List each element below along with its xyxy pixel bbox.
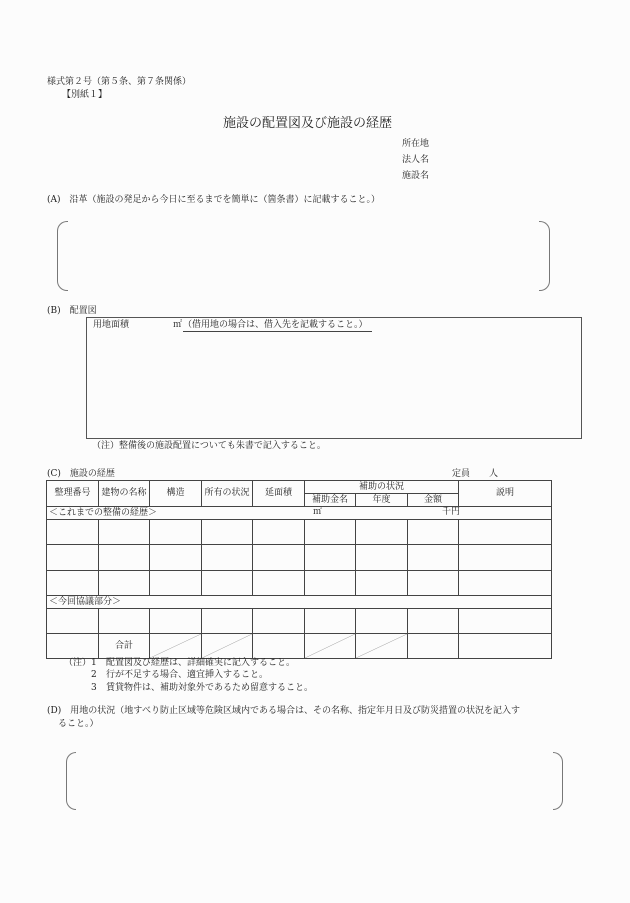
land-status-input-area[interactable] [66, 752, 563, 808]
left-bracket [57, 221, 68, 291]
col-header-number: 整理番号 [47, 481, 99, 507]
area-unit: ㎡ [313, 507, 323, 517]
section-a-label: (A) 沿革（施設の発足から今日に至るまでを簡単に（箇条書）に記載すること。） [47, 195, 381, 205]
history-input-area[interactable] [57, 221, 550, 289]
disabled-cell [305, 634, 356, 659]
cell[interactable] [47, 609, 99, 634]
diagonal-slash-icon [150, 634, 201, 658]
section-d-label-cont: ること。） [58, 719, 99, 729]
capacity-label: 定員 [452, 469, 471, 479]
col-header-year: 年度 [356, 494, 408, 507]
section-current-label: ＜今回協議部分＞ [49, 596, 122, 607]
note-text-3: 賃貸物件は、補助対象外であるため留意すること。 [106, 683, 314, 693]
disabled-cell [202, 634, 253, 659]
cell[interactable] [408, 520, 459, 545]
note-number-1: 1 [91, 658, 97, 668]
cell[interactable] [47, 520, 99, 545]
cell[interactable] [47, 571, 99, 596]
cell[interactable] [150, 609, 202, 634]
col-header-amount: 金額 [408, 494, 459, 507]
section-row-past [47, 507, 552, 520]
section-row-current [47, 596, 552, 609]
table-row [47, 571, 552, 596]
note-number-3: 3 [91, 683, 97, 693]
cell[interactable] [305, 520, 356, 545]
table-row [47, 609, 552, 634]
page-title: 施設の配置図及び施設の経歴 [223, 116, 393, 131]
cell[interactable] [253, 520, 305, 545]
cell[interactable] [150, 571, 202, 596]
cell[interactable] [408, 609, 459, 634]
col-header-description: 説明 [459, 481, 552, 507]
cell[interactable] [459, 571, 552, 596]
col-header-subsidy-name: 補助金名 [305, 494, 356, 507]
total-label: 合計 [99, 634, 150, 659]
cell[interactable] [99, 545, 150, 571]
cell[interactable] [202, 545, 253, 571]
site-area-label: 用地面積 [93, 320, 130, 330]
layout-diagram-box[interactable] [86, 317, 582, 439]
cell[interactable] [253, 545, 305, 571]
leased-land-note: （借用地の場合は、借入先を記載すること。） [183, 321, 372, 332]
total-amount-cell[interactable] [408, 634, 459, 659]
cell[interactable] [356, 571, 408, 596]
money-unit: 千円 [442, 507, 461, 517]
facility-history-table [46, 480, 552, 659]
cell[interactable] [408, 571, 459, 596]
cell[interactable] [408, 545, 459, 571]
cell[interactable] [459, 634, 552, 659]
col-header-structure: 構造 [150, 481, 202, 507]
section-past-label: ＜これまでの整備の経歴＞ [49, 507, 158, 518]
disabled-cell [356, 634, 408, 659]
cell[interactable] [253, 609, 305, 634]
capacity-unit: 人 [489, 469, 499, 479]
corporation-name-label: 法人名 [402, 155, 430, 165]
cell[interactable] [356, 609, 408, 634]
cell[interactable] [305, 545, 356, 571]
section-d-label: (D) 用地の状況（地すべり防止区域等危険区域内である場合は、その名称、指定年月日及び防災措置の状況を記入す [47, 706, 521, 716]
diagonal-slash-icon [356, 634, 407, 658]
section-b-label: (B) 配置図 [47, 306, 97, 316]
location-label: 所在地 [402, 139, 430, 149]
cell[interactable] [305, 609, 356, 634]
note-number-2: 2 [91, 670, 97, 680]
area-unit: ㎡ [173, 320, 183, 330]
diagonal-slash-icon [305, 634, 355, 658]
section-b-note: （注）整備後の施設配置についても朱書で記入すること。 [92, 441, 326, 451]
table-row [47, 520, 552, 545]
cell[interactable] [47, 545, 99, 571]
cell[interactable] [253, 571, 305, 596]
col-header-subsidy-status: 補助の状況 [305, 481, 459, 494]
diagonal-slash-icon [202, 634, 252, 658]
cell[interactable] [99, 520, 150, 545]
total-floor-area-cell[interactable] [253, 634, 305, 659]
disabled-cell [150, 634, 202, 659]
cell[interactable] [99, 571, 150, 596]
cell[interactable] [202, 520, 253, 545]
table-row [47, 545, 552, 571]
facility-name-label: 施設名 [402, 171, 430, 181]
cell[interactable] [305, 571, 356, 596]
section-c-label: (C) 施設の経歴 [47, 469, 115, 479]
cell[interactable] [99, 609, 150, 634]
note-text-1: 配置図及び経歴は、詳細確実に記入すること。 [106, 658, 296, 668]
cell [47, 634, 99, 659]
cell[interactable] [356, 520, 408, 545]
cell[interactable] [356, 545, 408, 571]
cell[interactable] [202, 609, 253, 634]
right-bracket [539, 221, 550, 291]
col-header-ownership: 所有の状況 [202, 481, 253, 507]
form-number: 様式第２号（第５条、第７条関係） [47, 77, 192, 87]
col-header-floor-area: 延面積 [253, 481, 305, 507]
note-prefix: （注） [64, 658, 92, 668]
cell[interactable] [459, 545, 552, 571]
cell[interactable] [202, 571, 253, 596]
cell[interactable] [459, 609, 552, 634]
col-header-building-name: 建物の名称 [99, 481, 150, 507]
right-bracket [553, 752, 563, 810]
attachment-label: 【別紙１】 [62, 90, 108, 100]
cell[interactable] [150, 520, 202, 545]
cell[interactable] [150, 545, 202, 571]
note-text-2: 行が不足する場合、適宜挿入すること。 [106, 670, 269, 680]
cell[interactable] [459, 520, 552, 545]
total-row [47, 634, 552, 659]
left-bracket [66, 752, 76, 810]
